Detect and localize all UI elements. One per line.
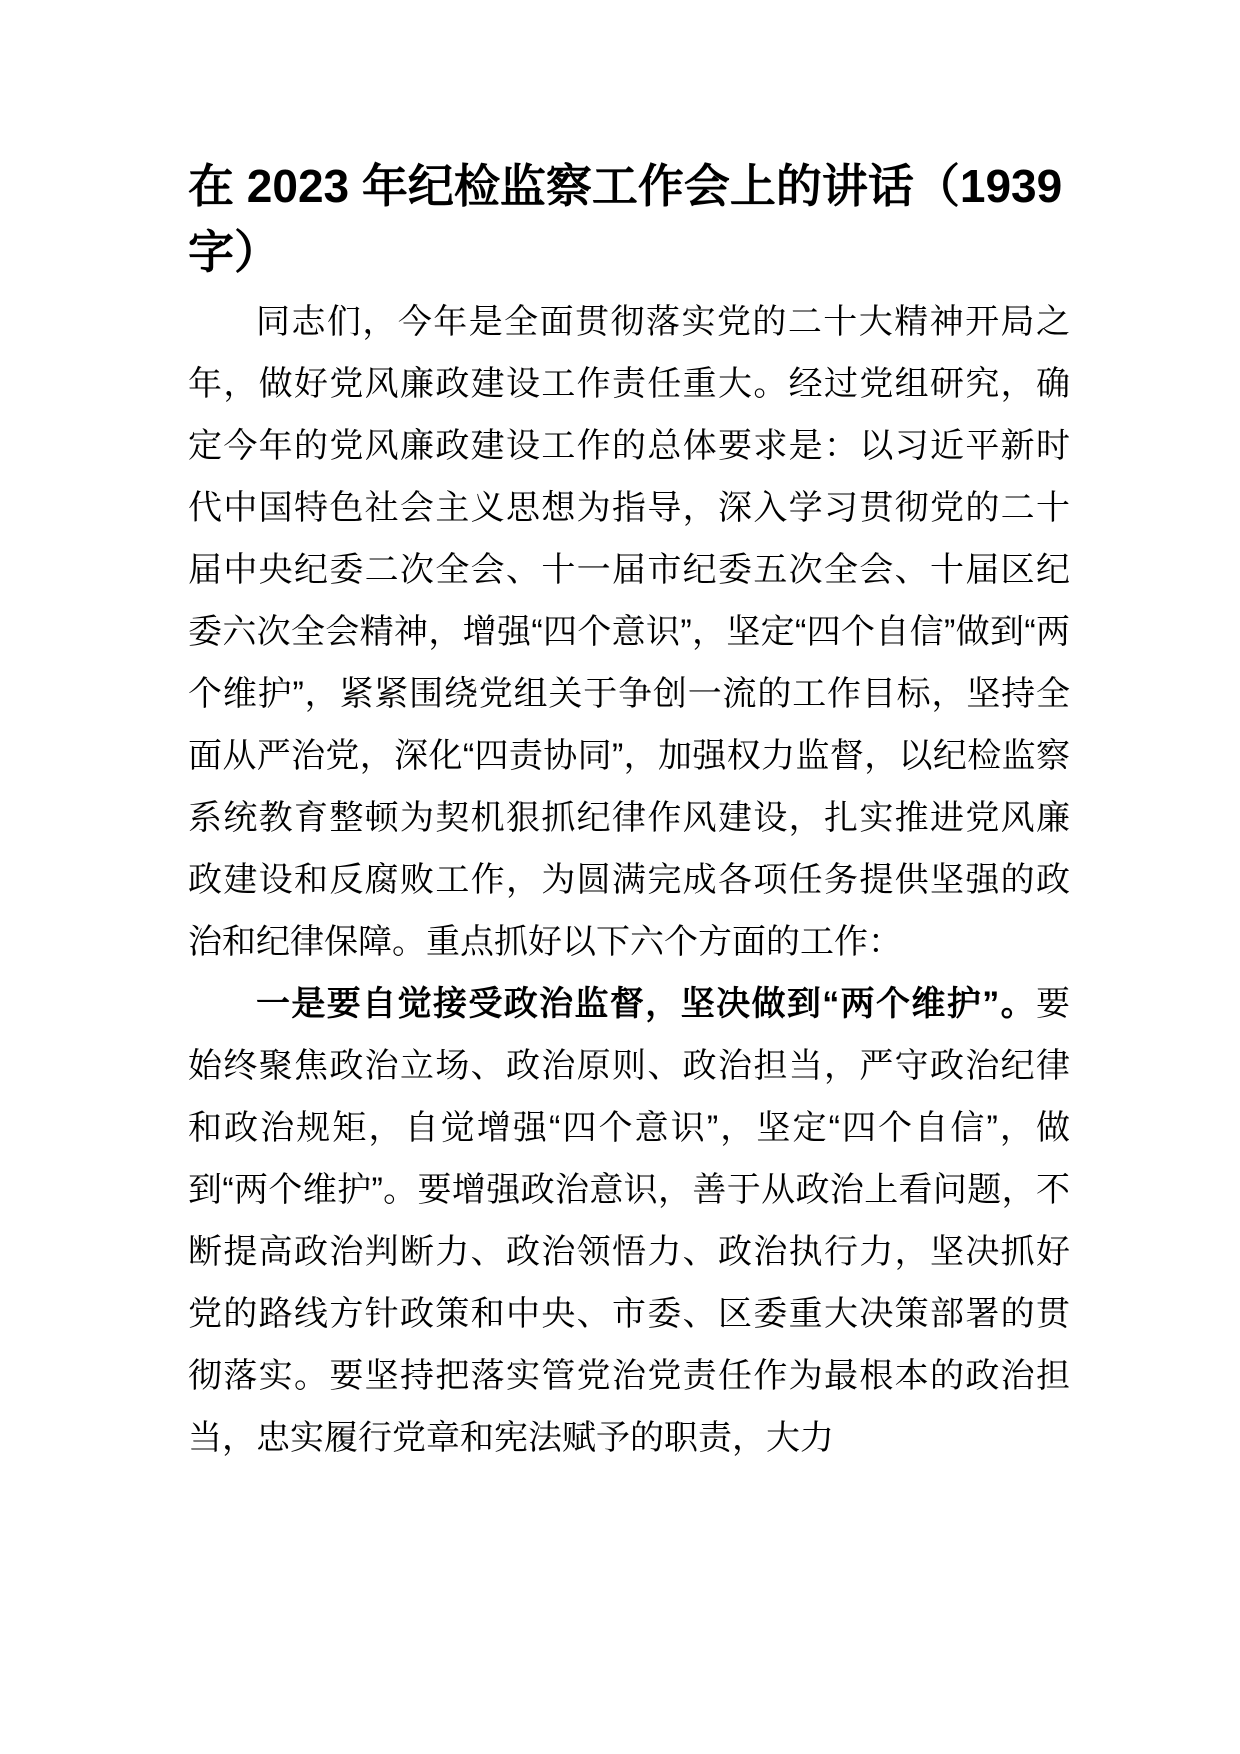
paragraph [188, 291, 1070, 973]
paragraph-2-text: 要始终聚焦政治立场、政治原则、政治担当，严守政治纪律和政治规矩，自觉增强“四个意识”，坚定“四个自信”，做到“两个维护”。要增强政治意识，善于从政治上看问题，不断提高政治判断力、政治领悟力、政治执行力，坚决抓好党的路线方针政策和中央、市委、区委重大决策部署的贯彻落实。要坚持把落实管党治党责任作为最根本的政治担当，忠实履行党章和宪法赋予的职责，大力 [188, 985, 1070, 1457]
paragraph [188, 973, 1070, 1469]
paragraph-2-lead: 一是要自觉接受政治监督，坚决做到“两个维护”。 [256, 985, 1036, 1023]
paragraph-1-text: 同志们，今年是全面贯彻落实党的二十大精神开局之年，做好党风廉政建设工作责任重大。经过党组研究，确定今年的党风廉政建设工作的总体要求是：以习近平新时代中国特色社会主义思想为指导，深入学习贯彻党的二十届中央纪委二次全会、十一届市纪委五次全会、十届区纪委六次全会精神，增强“四个意识”，坚定“四个自信”做到“两个维护”，紧紧围绕党组关于争创一流的工作目标，坚持全面从严治党，深化“四责协同”，加强权力监督，以纪检监察系统教育整顿为契机狠抓纪律作风建设，扎实推进党风廉政建设和反腐败工作，为圆满完成各项任务提供坚强的政治和纪律保障。重点抓好以下六个方面的工作： [188, 303, 1070, 961]
document-title: 在 2023 年纪检监察工作会上的讲话（1939 字） [188, 160, 1063, 278]
